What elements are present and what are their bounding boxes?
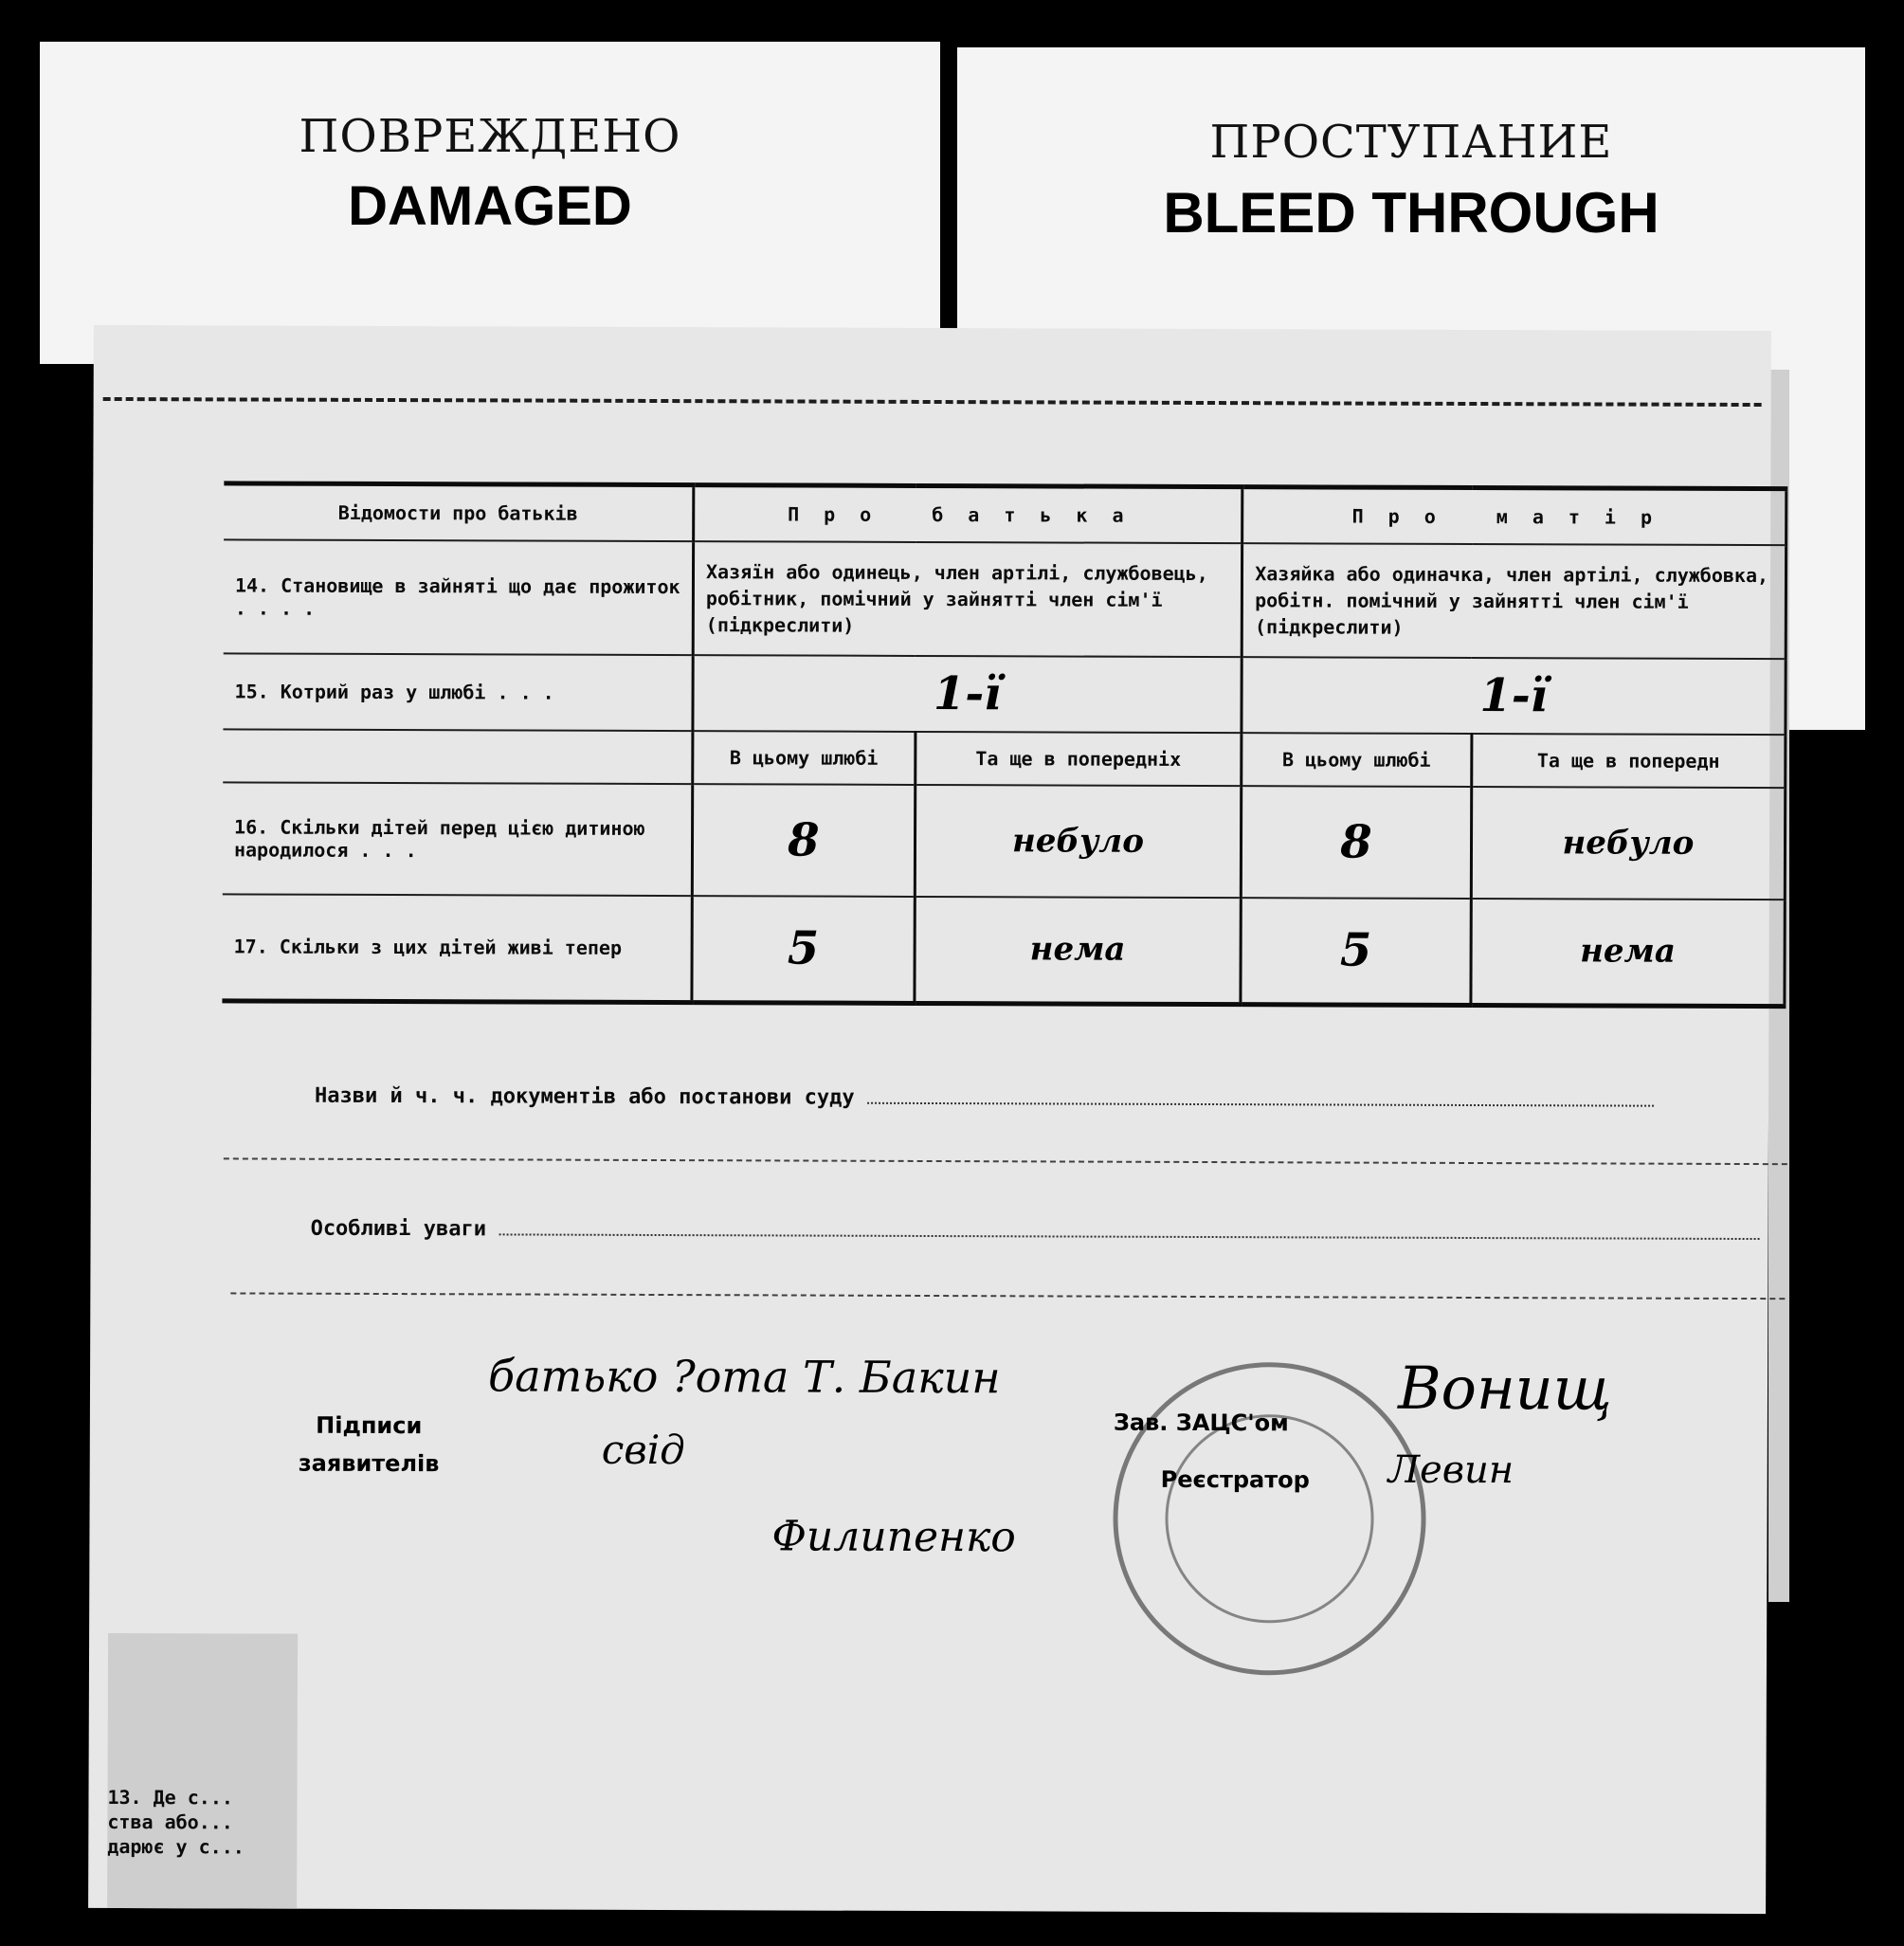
- subheader-blank: [223, 729, 693, 784]
- damaged-label-en: DAMAGED: [348, 175, 632, 237]
- header-about-father: Про батька: [694, 485, 1242, 544]
- head-signature: Вонищ: [1397, 1353, 1612, 1424]
- document-sheet: [88, 325, 1771, 1914]
- table-header-row: [224, 483, 1786, 545]
- header-about-mother: Про матір: [1242, 487, 1786, 546]
- row-14-father: Хазяїн або одинець, член артілі, службовець, робітник, помічний у зайнятті член сім'ї (підкреслити): [693, 541, 1242, 657]
- remarks-continuation-line: [230, 1292, 1785, 1300]
- remarks-field: [311, 1217, 1760, 1246]
- row-17-father-previous: нема: [915, 897, 1242, 1004]
- header-parents-info: Відомости про батьків: [224, 483, 694, 541]
- parents-info-table: [222, 481, 1787, 1008]
- remarks-dotted-line: [499, 1233, 1759, 1240]
- row-17-father-this: 5: [692, 896, 915, 1003]
- stamp-inner-ring: [1165, 1414, 1374, 1624]
- applicants-signatures-label: [299, 1407, 440, 1483]
- signatures-label-line1: Підписи: [316, 1411, 423, 1440]
- row-16-father-previous: небуло: [915, 785, 1242, 898]
- damaged-folded-corner: [107, 1633, 298, 1909]
- bleed-label-ru: ПРОСТУПАНИЕ: [1209, 116, 1613, 169]
- remarks-label: Особливі уваги: [310, 1216, 487, 1242]
- damaged-label-card: [40, 42, 940, 364]
- subheader-father-previous: Та ще в попередніх: [915, 732, 1242, 786]
- children-subheader-row: [223, 729, 1786, 788]
- signatures-label-line2: заявителів: [298, 1449, 440, 1478]
- row-15-label: 15. Котрий раз у шлюбі . . .: [223, 653, 693, 731]
- underlying-line-2: ства або...: [107, 1810, 233, 1834]
- row-17-mother-previous: нема: [1471, 899, 1786, 1006]
- documents-label: Назви й ч. ч. документів або постанови суду: [315, 1083, 855, 1110]
- documents-field: [315, 1084, 1654, 1113]
- row-14-mother: Хазяйка або одиначка, член артілі, службовка, робітн. помічний у зайнятті член сім'ї (підкреслити): [1242, 543, 1786, 659]
- subheader-mother-previous: Та ще в попередн: [1472, 734, 1786, 788]
- perforation-line: [103, 397, 1762, 407]
- row-15-mother-value: 1-ї: [1242, 657, 1786, 735]
- row-16-mother-previous: небуло: [1471, 787, 1786, 900]
- underlying-line-1: 13. Де с...: [107, 1785, 233, 1810]
- head-zags-label: Зав. ЗАЦС'ом: [1113, 1409, 1289, 1437]
- bleed-label-en: BLEED THROUGH: [1163, 181, 1659, 245]
- applicant-signature-3: Филипенко: [771, 1512, 1016, 1562]
- row-17-children-alive: [222, 894, 1785, 1006]
- damaged-label-ru: ПОВРЕЖДЕНО: [299, 110, 681, 163]
- subheader-father-this: В цьому шлюбі: [693, 731, 916, 785]
- applicant-signature-2: свід: [601, 1426, 685, 1474]
- row-14-label: 14. Становище в зайняті що дає прожиток . . . .: [224, 539, 694, 655]
- registrar-signature: Левин: [1387, 1447, 1514, 1493]
- documents-continuation-line: [224, 1157, 1787, 1165]
- row-17-label: 17. Скільки з цих дітей живі тепер: [222, 894, 692, 1002]
- registrar-label: Реєстратор: [1160, 1465, 1310, 1494]
- row-16-label: 16. Скільки дітей перед цією дитиною народилося . . .: [223, 782, 693, 896]
- subheader-mother-this: В цьому шлюбі: [1242, 733, 1472, 787]
- row-16-children-born: [223, 782, 1786, 900]
- row-15-father-value: 1-ї: [693, 655, 1242, 733]
- underlying-form-text: [107, 1785, 245, 1860]
- row-16-mother-this: 8: [1242, 786, 1472, 899]
- row-17-mother-this: 5: [1241, 898, 1471, 1005]
- row-15-marriage-count: [223, 653, 1786, 735]
- row-16-father-this: 8: [692, 784, 915, 897]
- underlying-line-3: дарює у с...: [107, 1834, 245, 1859]
- documents-dotted-line: [867, 1102, 1654, 1107]
- row-14-occupation: [224, 539, 1786, 659]
- applicant-signature-1: батько ?ота Т. Бакин: [487, 1350, 1001, 1404]
